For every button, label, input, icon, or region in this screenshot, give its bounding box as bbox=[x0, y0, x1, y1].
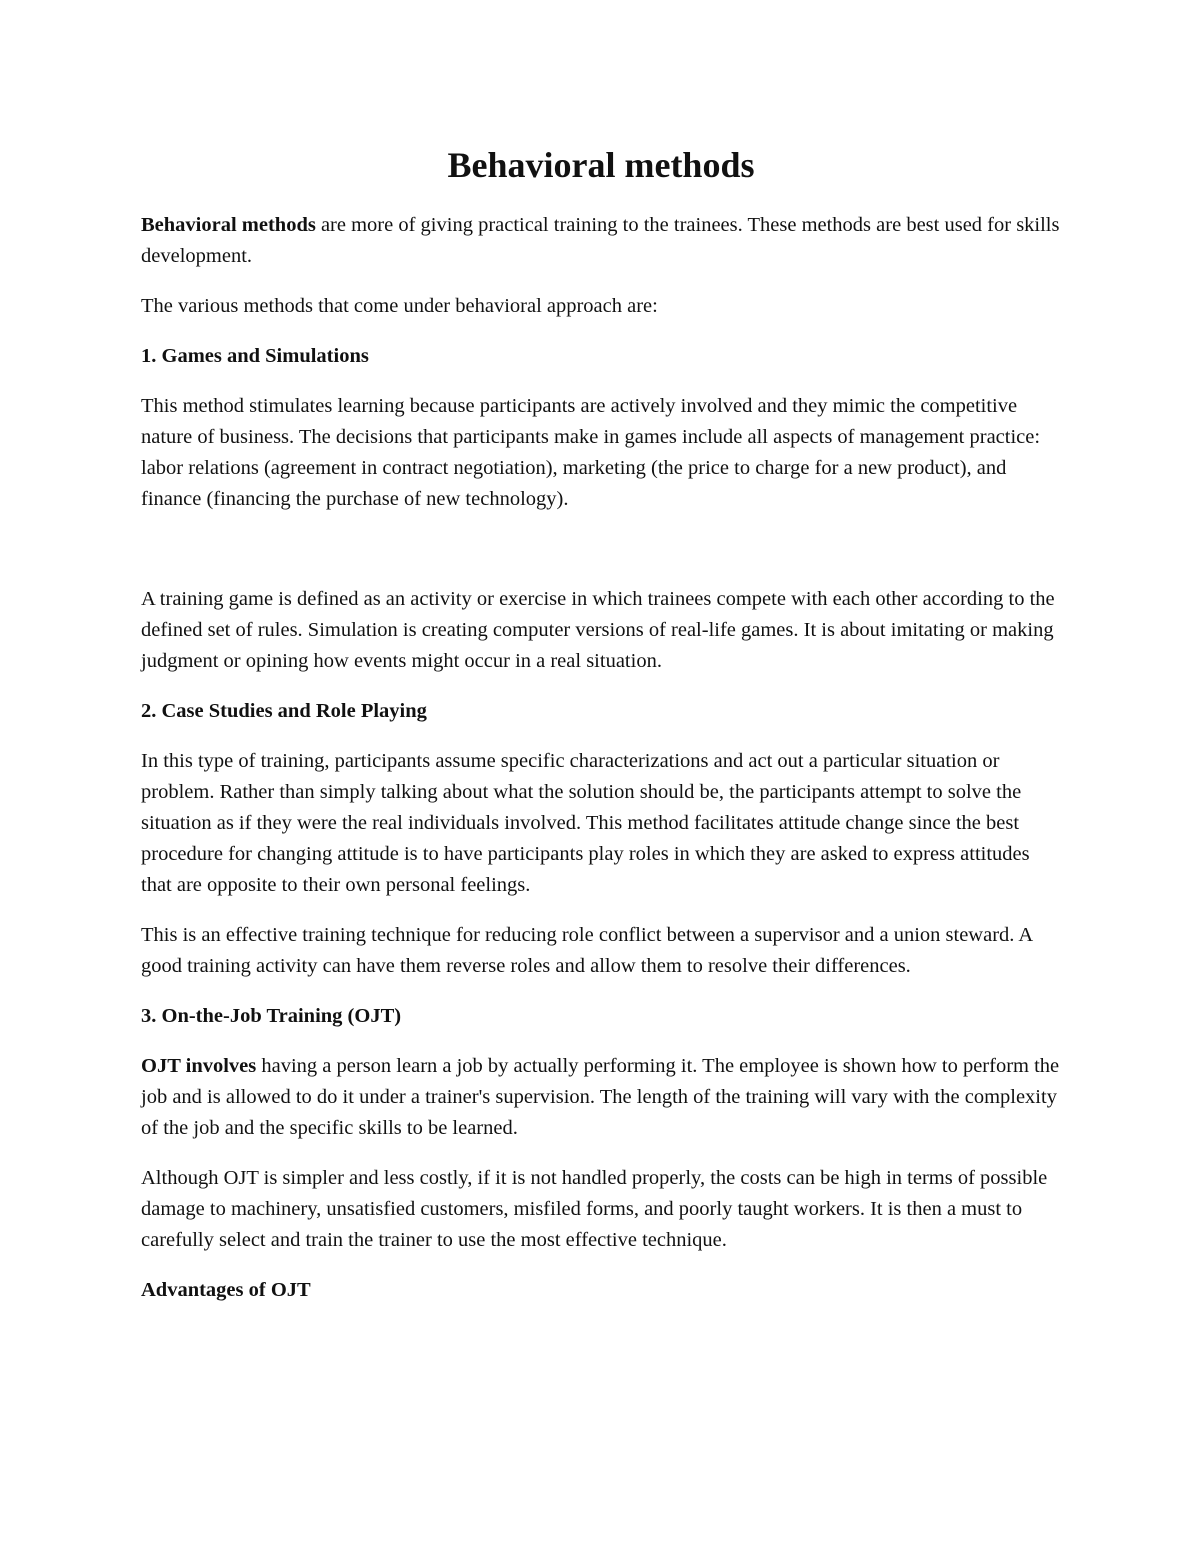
intro-bold-term: Behavioral methods bbox=[141, 214, 316, 236]
ojt-paragraph-1-text: having a person learn a job by actually performing it. The employee is shown how to perform the job and is allowed to do it under a trainer's supervision. The length of the training will vary with the complexity of the job and the specific skills to be learned. bbox=[141, 1055, 1060, 1139]
intro-list-lead: The various methods that come under behavioral approach are: bbox=[141, 295, 658, 317]
intro-paragraph bbox=[141, 210, 1061, 272]
ojt-paragraph-2: Although OJT is simpler and less costly, if it is not handled properly, the costs can be high in terms of possible damage to machinery, unsatisfied customers, misfiled forms, and poorly taught workers. It is then a must to carefully select and train the trainer to use the most effective technique. bbox=[141, 1167, 1048, 1251]
intro-text: are more of giving practical training to the trainees. These methods are best used for skills development. bbox=[141, 214, 1060, 267]
page-title: Behavioral methods bbox=[447, 145, 755, 185]
section-heading-games: 1. Games and Simulations bbox=[141, 345, 369, 367]
case-studies-paragraph-2: This is an effective training technique for reducing role conflict between a supervisor and a union steward. A good training activity can have them reverse roles and allow them to resolve their differences. bbox=[141, 924, 1033, 977]
ojt-paragraph-1 bbox=[141, 1051, 1061, 1144]
case-studies-paragraph-1: In this type of training, participants assume specific characterizations and act out a particular situation or problem. Rather than simply talking about what the solution should be, the participants attempt to solve the situation as if they were the real individuals involved. This method facilitates attitude change since the best procedure for changing attitude is to have participants play roles in which they are asked to express attitudes that are opposite to their own personal feelings. bbox=[141, 750, 1030, 896]
games-paragraph-1: This method stimulates learning because participants are actively involved and they mimic the competitive nature of business. The decisions that participants make in games include all aspects of management practice: labor relations (agreement in contract negotiation), marketing (the price to charge for a new product), and finance (financing the purchase of new technology). bbox=[141, 395, 1041, 510]
blank-spacer bbox=[141, 534, 1061, 584]
section-heading-case-studies: 2. Case Studies and Role Playing bbox=[141, 700, 427, 722]
advantages-heading: Advantages of OJT bbox=[141, 1279, 311, 1301]
document-page bbox=[141, 140, 1061, 1325]
ojt-bold-term: OJT involves bbox=[141, 1055, 257, 1077]
games-paragraph-2: A training game is defined as an activity or exercise in which trainees compete with each other according to the defined set of rules. Simulation is creating computer versions of real-life games. It is about imitating or making judgment or opining how events might occur in a real situation. bbox=[141, 588, 1055, 672]
section-heading-ojt: 3. On-the-Job Training (OJT) bbox=[141, 1005, 402, 1027]
